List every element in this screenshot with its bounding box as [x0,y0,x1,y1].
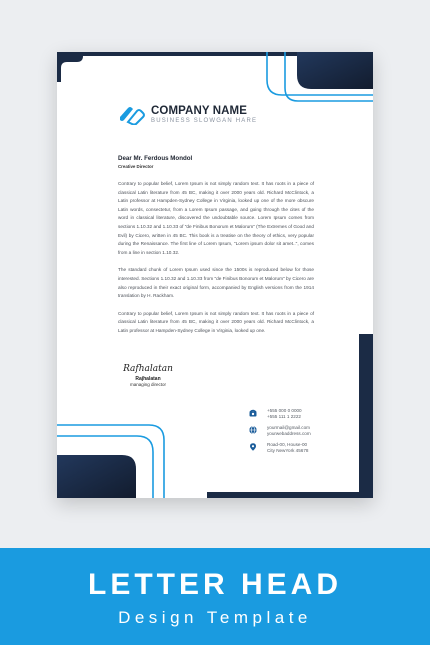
contact-address-row [249,442,311,453]
company-slogan: BUSINESS SLOWGAN HARE [151,118,258,124]
title-banner [0,548,430,645]
globe-icon [249,426,257,434]
paragraph-2: The standard chunk of Lorem Ipsum used since the 1500s is reproduced below for those interested. Sections 1.10.32 and 1.10.33 from "de Finibus Bonorum et Malorum" by Cicero are also reproduced in their exact original form, accompanied by English versions from the 1914 translation by H. Rackham. [118,267,314,299]
letter-body [118,155,314,336]
left-navy-bar [57,52,61,82]
phone-1: +555 000 0 0000 [267,408,302,413]
logo-text [151,105,257,125]
recipient-role: Creative Director [118,164,154,169]
top-right-navy-block [297,52,373,89]
bottom-navy-bar [207,492,373,498]
company-logo [118,105,257,125]
email-2: yourwebaddress.com [267,430,311,436]
top-navy-bar [57,52,297,56]
location-pin-icon [249,443,257,451]
email-1: yourmail@gmail.com [267,425,310,431]
phone-lines [267,408,302,419]
signer-name: Rajhalatan [135,376,161,382]
phone-icon [249,409,257,417]
paragraph-3: Contrary to popular belief, Lorem Ipsum is not simply random text. It has roots in a piece of classical Latin literature from 45 BC, making it over 2000 years old. Richard McClintock, a Latin professor at Hampden-Sydney College in Virginia, looked up one. [118,310,314,333]
signature-block [118,364,178,388]
contact-email-row [249,425,311,436]
contact-info [249,408,311,460]
banner-subtitle: Design Template [118,608,312,627]
signer-title: managing director [129,382,167,387]
right-navy-strip [359,334,373,498]
signature-script: Rafhalatan [123,364,173,374]
contact-phone-row [249,408,311,419]
greeting: Dear Mr. Ferdous Mondol [118,155,193,162]
bottom-left-navy-block [57,455,136,498]
company-name: COMPANY NAME [151,105,247,117]
phone-2: +555 111 1 2222 [267,413,301,419]
paragraph-1: Contrary to popular belief, Lorem Ipsum is not simply random text. It has roots in a piece of classical Latin literature from 45 BC, making it over 2000 years old. Richard McClintock, a Latin professor at Hampden-Sydney College in Virginia, looked up one of the more obscure Latin words, consectetur, from a Lorem Ipsum passage, and going through the cites of the word in classical literature, discovered the undoubtable source. Lorem Ipsum comes from sections 1.10.32 and 1.10.33 of "de Finibus Bonorum et Malorum" (The Extremes of Good and Evil) by Cicero, written in 45 BC. This book is a treatise on the theory of ethics, very popular during the Renaissance. The first line of Lorem Ipsum, "Lorem ipsum dolor sit amet..", comes from a line in section 1.10.32. [118,181,314,255]
email-lines [267,425,311,436]
address-lines [267,442,308,453]
letterhead-sheet [57,52,373,498]
address-1: Road-00, House-00 [267,442,308,448]
address-2: City NewYork 45678 [267,447,309,453]
banner-title: LETTER HEAD [88,568,342,601]
logo-mark-icon [118,105,146,125]
